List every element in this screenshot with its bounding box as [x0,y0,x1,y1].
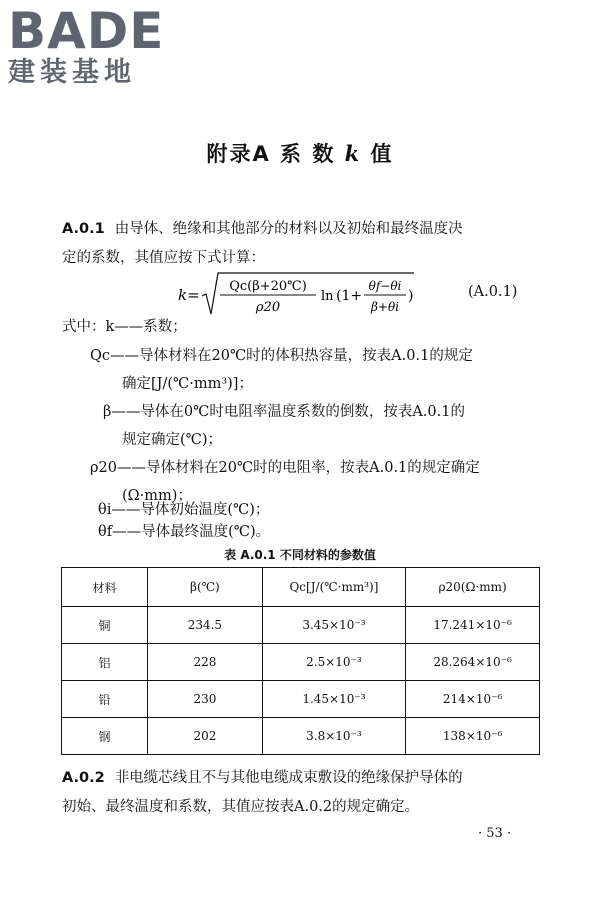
appendix-title [0,138,600,168]
table-caption: 表 A.0.1 不同材料的参数值 [224,548,376,562]
table-header-row [62,568,540,607]
formula-ln: ln [321,289,334,304]
cell-qc: 1.45×10⁻³ [262,681,405,718]
header-material: 材料 [62,568,148,607]
table-row [62,718,540,755]
cell-rho: 214×10⁻⁶ [406,681,540,718]
def-qc-line2: 确定[J/(℃·mm³)]； [122,376,253,392]
formula-svg [178,270,438,320]
cell-rho: 17.241×10⁻⁶ [406,607,540,644]
formula-lhs: k= [178,286,200,304]
def-rho-line2: (Ω·mm)； [122,488,192,504]
cell-rho: 28.264×10⁻⁶ [406,644,540,681]
logo-subtitle: 建装基地 [8,57,136,88]
cell-qc: 3.45×10⁻³ [262,607,405,644]
table-row [62,644,540,681]
formula-a01 [178,270,438,320]
cell-beta: 228 [148,644,263,681]
def-theta-f: θf——导体最终温度(℃)。 [98,524,271,540]
title-suffix: 值 [370,142,394,166]
def-rho-line1: ρ20——导体材料在20℃时的电阻率，按表A.0.1的规定确定 [90,460,480,476]
cell-material: 铜 [62,607,148,644]
clause-a02-number: A.0.2 [62,770,105,786]
table-row [62,607,540,644]
cell-material: 铅 [62,681,148,718]
header-beta: β(℃) [148,568,263,607]
header-rho: ρ20(Ω·mm) [406,568,540,607]
clause-a01 [62,215,540,273]
def-qc-line1: Qc——导体材料在20℃时的体积热容量，按表A.0.1的规定 [90,348,473,364]
title-prefix: 附录A 系 数 [206,142,336,166]
formula-close: ) [408,288,414,304]
cell-material: 铝 [62,644,148,681]
formula-open: (1+ [336,288,363,304]
bade-logo [8,2,178,88]
header-qc: Qc[J/(℃·mm³)] [262,568,405,607]
def-beta-line1: β——导体在0℃时电阻率温度系数的倒数，按表A.0.1的 [103,404,465,420]
cell-beta: 230 [148,681,263,718]
formula-denominator: ρ20 [255,300,281,315]
clause-a02-line2: 初始、最终温度和系数，其值应按表A.0.2的规定确定。 [62,799,420,815]
table-row [62,681,540,718]
title-variable: k [344,141,362,166]
equation-label: (A.0.1) [468,284,518,300]
clause-a01-line1: 由导体、绝缘和其他部分的材料以及初始和最终温度决 [114,221,463,237]
page-number: · 53 · [478,826,512,841]
cell-beta: 202 [148,718,263,755]
def-theta-i: θi——导体初始温度(℃)； [98,502,270,518]
clause-a02-line1: 非电缆芯线且不与其他电缆成束敷设的绝缘保护导体的 [114,770,463,786]
logo-brand-text: BADE [8,2,165,60]
formula-numerator: Qc(β+20℃) [229,279,307,294]
parameter-table [61,567,540,755]
def-beta-line2: 规定确定(℃)； [122,432,223,448]
clause-a01-line2: 定的系数，其值应按下式计算： [62,250,265,266]
cell-qc: 2.5×10⁻³ [262,644,405,681]
cell-rho: 138×10⁻⁶ [406,718,540,755]
def-intro: 式中：k——系数； [62,319,187,335]
clause-a02 [62,764,540,822]
formula-frac2-numerator: θf−θi [368,279,402,293]
cell-material: 钢 [62,718,148,755]
cell-qc: 3.8×10⁻³ [262,718,405,755]
clause-a01-number: A.0.1 [62,221,105,237]
formula-frac2-denominator: β+θi [370,300,400,314]
cell-beta: 234.5 [148,607,263,644]
